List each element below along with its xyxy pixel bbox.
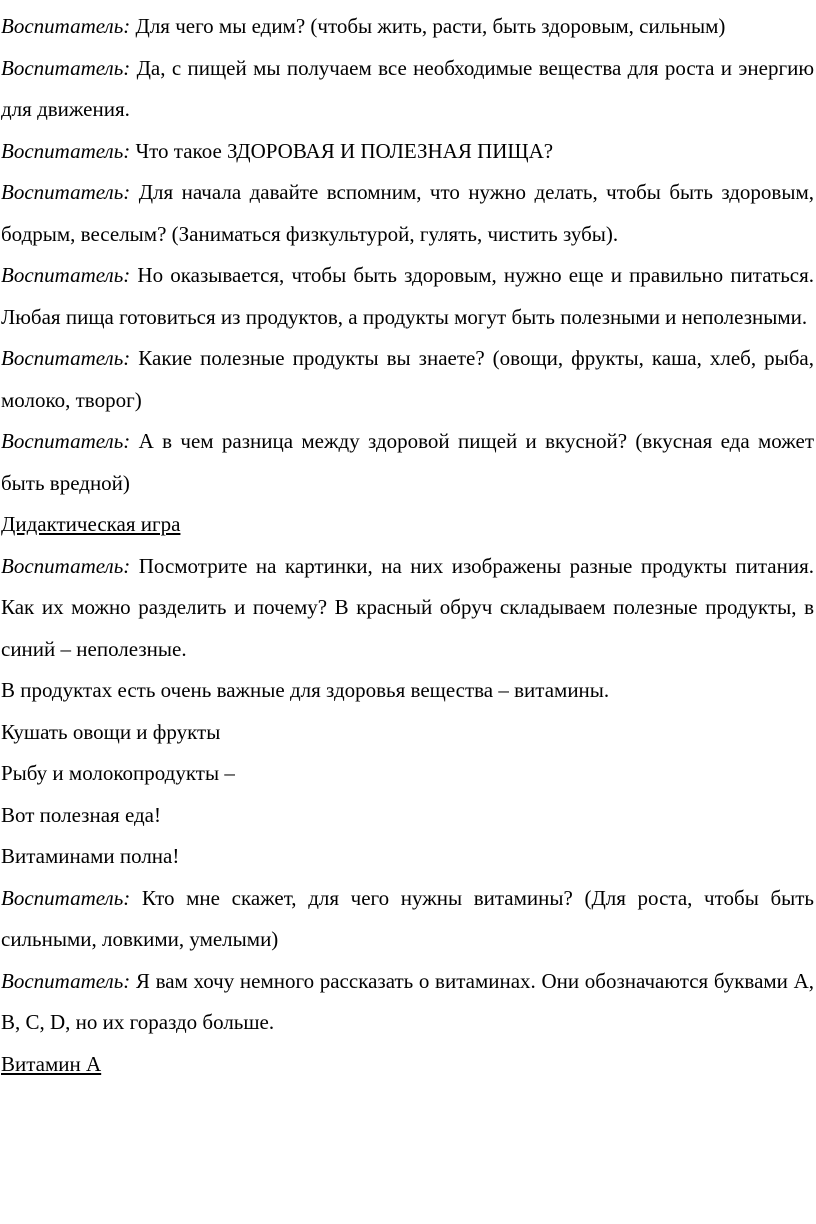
speaker-label: Воспитатель: <box>1 55 131 80</box>
section-heading: Витамин А <box>1 1051 102 1076</box>
paragraph-text: Какие полезные продукты вы знаете? (овощи, фрукты, каша, хлеб, рыба, молоко, творог) <box>1 346 814 412</box>
speaker-label: Воспитатель: <box>1 429 131 453</box>
speaker-label: Воспитатель: <box>1 14 131 38</box>
speaker-label: Воспитатель: <box>1 138 131 163</box>
dialog-paragraph <box>1 421 814 504</box>
paragraph-text: Кто мне скажет, для чего нужны витамины? (Для роста, чтобы быть сильными, ловкими, умелыми) <box>1 885 814 951</box>
poem-line: Кушать овощи и фрукты <box>1 719 221 744</box>
speaker-label: Воспитатель: <box>1 346 131 370</box>
paragraph-text: Посмотрите на картинки, на них изображены разные продукты питания. Как их можно разделить и почему? В красный обруч складываем полезные продукты, в синий – неполезные. <box>1 553 815 661</box>
dialog-paragraph <box>1 338 814 421</box>
section-heading: Дидактическая игра <box>1 512 181 536</box>
poem-line: Витаминами полна! <box>1 844 180 868</box>
speaker-label: Воспитатель: <box>1 553 131 578</box>
paragraph-text: Я вам хочу немного рассказать о витаминах. Они обозначаются буквами А, В, С, D, но их гораздо больше. <box>1 968 814 1034</box>
dialog-paragraph <box>1 172 814 255</box>
poem-line: Вот полезная еда! <box>1 802 161 827</box>
plain-paragraph: В продуктах есть очень важные для здоровья вещества – витамины. <box>1 678 610 702</box>
dialog-paragraph <box>1 131 814 173</box>
speaker-label: Воспитатель: <box>1 968 131 993</box>
dialog-paragraph <box>1 961 814 1044</box>
paragraph-text: Но оказывается, чтобы быть здоровым, нужно еще и правильно питаться. Любая пища готовиться из продуктов, а продукты могут быть полезными и неполезными. <box>1 263 814 329</box>
dialog-paragraph <box>1 878 814 961</box>
dialog-paragraph <box>1 48 814 131</box>
paragraph-text: Да, с пищей мы получаем все необходимые вещества для роста и энергию для движения. <box>1 55 815 121</box>
speaker-label: Воспитатель: <box>1 885 131 910</box>
paragraph-text: Для начала давайте вспомним, что нужно делать, чтобы быть здоровым, бодрым, веселым? (Заниматься физкультурой, гулять, чистить зубы). <box>1 180 814 246</box>
paragraph-text: А в чем разница между здоровой пищей и вкусной? (вкусная еда может быть вредной) <box>1 429 815 495</box>
dialog-paragraph <box>1 255 814 338</box>
dialog-paragraph <box>1 546 814 671</box>
speaker-label: Воспитатель: <box>1 263 131 287</box>
dialog-paragraph <box>1 6 814 48</box>
speaker-label: Воспитатель: <box>1 180 131 204</box>
paragraph-text: Что такое ЗДОРОВАЯ И ПОЛЕЗНАЯ ПИЩА? <box>135 138 554 163</box>
poem-line: Рыбу и молокопродукты – <box>1 761 235 785</box>
paragraph-text: Для чего мы едим? (чтобы жить, расти, быть здоровым, сильным) <box>135 14 726 38</box>
